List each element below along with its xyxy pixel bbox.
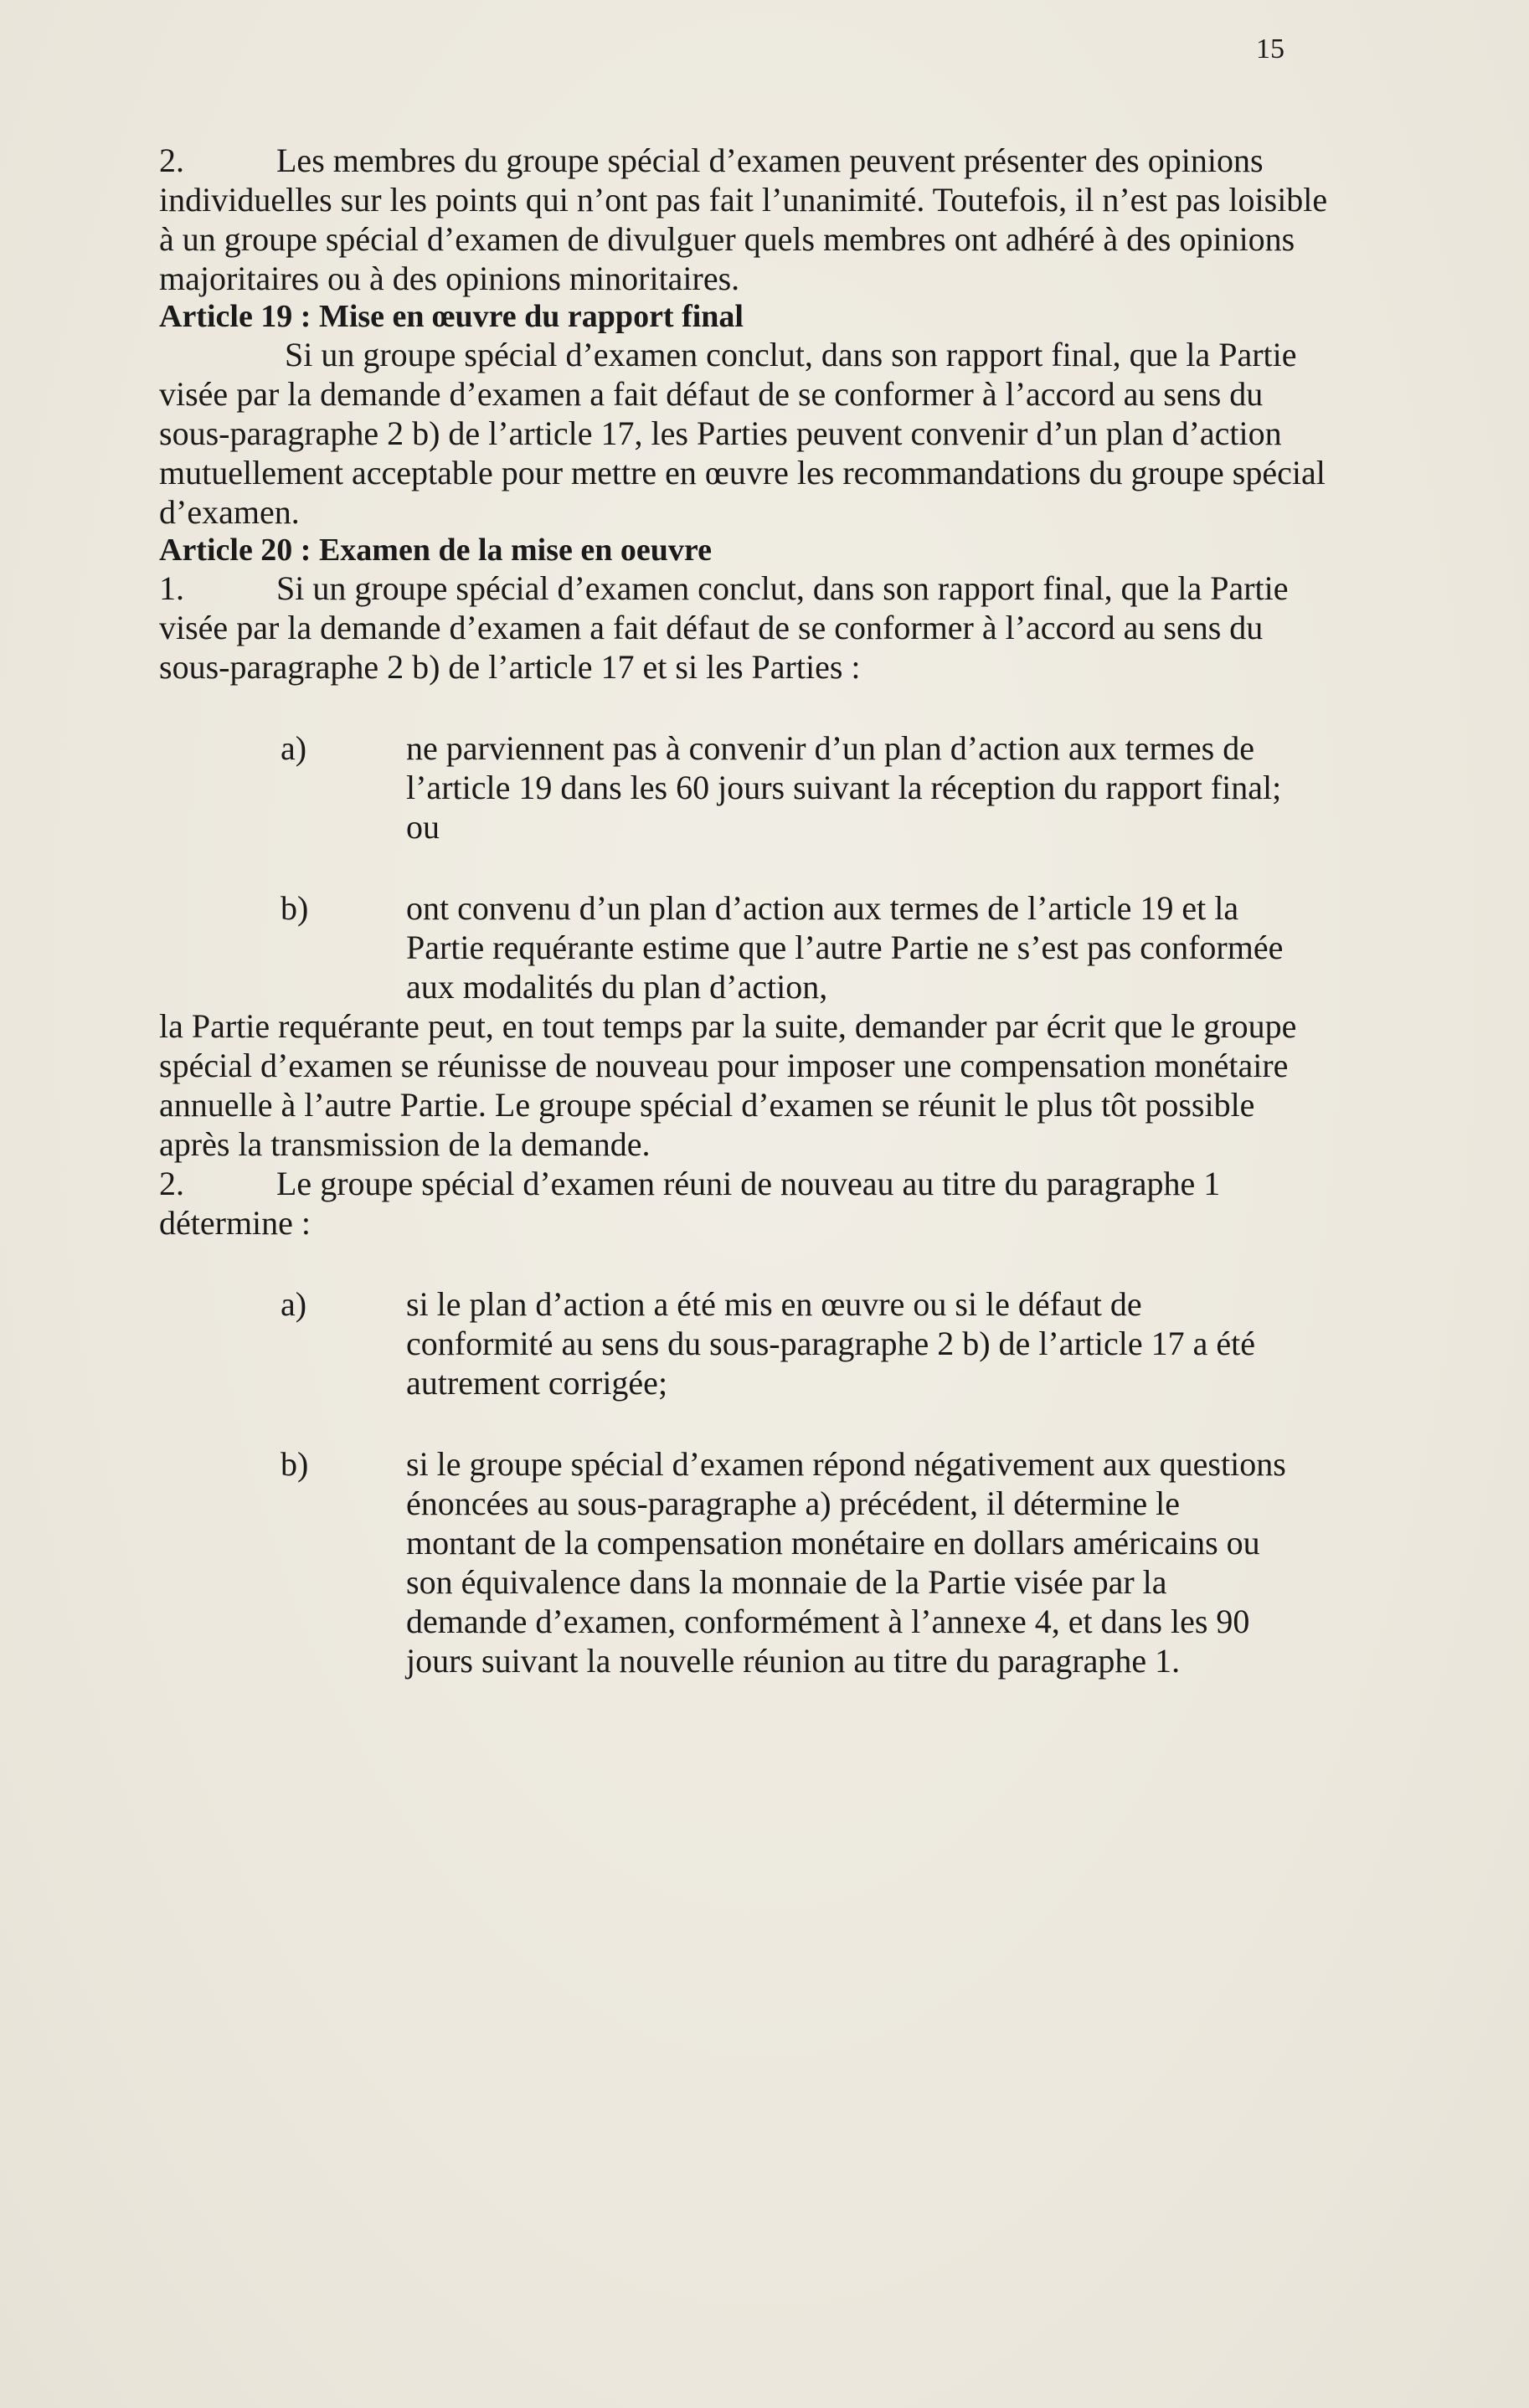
document-body bbox=[159, 141, 1331, 1680]
paragraph-number: 1. bbox=[159, 569, 184, 607]
item-text: ont convenu d’un plan d’action aux termes de l’article 19 et la Partie requérante estime que l’autre Partie ne s’est pas conformée aux modalités du plan d’action, bbox=[406, 889, 1284, 1006]
paragraph-number: 2. bbox=[159, 141, 184, 179]
article20-paragraph-1 bbox=[159, 569, 1331, 687]
item-text: ne parviennent pas à convenir d’un plan d’action aux termes de l’article 19 dans les 60 jours suivant la réception du rapport final; ou bbox=[406, 729, 1282, 846]
paragraph-text: Les membres du groupe spécial d’examen peuvent présenter des opinions individuelles sur les points qui n’ont pas fait l’unanimité. Toutefois, il n’est pas loisible à un groupe spécial d’examen de divulguer quels membres ont adhéré à des opinions majoritaires ou à des opinions minoritaires. bbox=[159, 141, 1328, 297]
article20-paragraph-2 bbox=[159, 1164, 1331, 1243]
page-number: 15 bbox=[1256, 33, 1284, 64]
paragraph-text: Le groupe spécial d’examen réuni de nouveau au titre du paragraphe 1 détermine : bbox=[159, 1165, 1221, 1242]
article19-text: Si un groupe spécial d’examen conclut, dans son rapport final, que la Partie visée par la demande d’examen a fait défaut de se conformer à l’accord au sens du sous-paragraphe 2 b) de l’article 17, les Parties peuvent convenir d’un plan d’action mutuellement acceptable pour mettre en œuvre les recommandations du groupe spécial d’examen. bbox=[159, 336, 1326, 531]
item-text: si le groupe spécial d’examen répond négativement aux questions énoncées au sous-paragraphe a) précédent, il détermine le montant de la compensation monétaire en dollars américains ou son équivalence dans la monnaie de la Partie visée par la demande d’examen, conformément à l’annexe 4, et dans les 90 jours suivant la nouvelle réunion au titre du paragraphe 1. bbox=[406, 1445, 1286, 1680]
article19-heading: Article 19 : Mise en œuvre du rapport final bbox=[159, 299, 744, 334]
paragraph-number: 2. bbox=[159, 1165, 184, 1202]
list-item-b bbox=[281, 888, 1294, 1006]
article18-paragraph-2 bbox=[159, 141, 1331, 298]
item-label: b) bbox=[281, 889, 309, 927]
item-label: a) bbox=[281, 729, 307, 767]
item-label: b) bbox=[281, 1445, 309, 1483]
list-item-a bbox=[281, 728, 1294, 846]
article20-paragraph-1-closing: la Partie requérante peut, en tout temps par la suite, demander par écrit que le groupe spécial d’examen se réunisse de nouveau pour imposer une compensation monétaire annuelle à l’autre Partie. Le groupe spécial d’examen se réunit le plus tôt possible après la transmission de la demande. bbox=[159, 1007, 1297, 1163]
paragraph-text: Si un groupe spécial d’examen conclut, dans son rapport final, que la Partie visée par la demande d’examen a fait défaut de se conformer à l’accord au sens du sous-paragraphe 2 b) de l’article 17 et si les Parties : bbox=[159, 569, 1289, 686]
item-text: si le plan d’action a été mis en œuvre ou si le défaut de conformité au sens du sous-paragraphe 2 b) de l’article 17 a été autrement corrigée; bbox=[406, 1285, 1256, 1402]
item-label: a) bbox=[281, 1285, 307, 1323]
list-item-a bbox=[281, 1284, 1294, 1402]
list-item-b bbox=[281, 1444, 1294, 1680]
article20-heading: Article 20 : Examen de la mise en oeuvre bbox=[159, 533, 712, 568]
